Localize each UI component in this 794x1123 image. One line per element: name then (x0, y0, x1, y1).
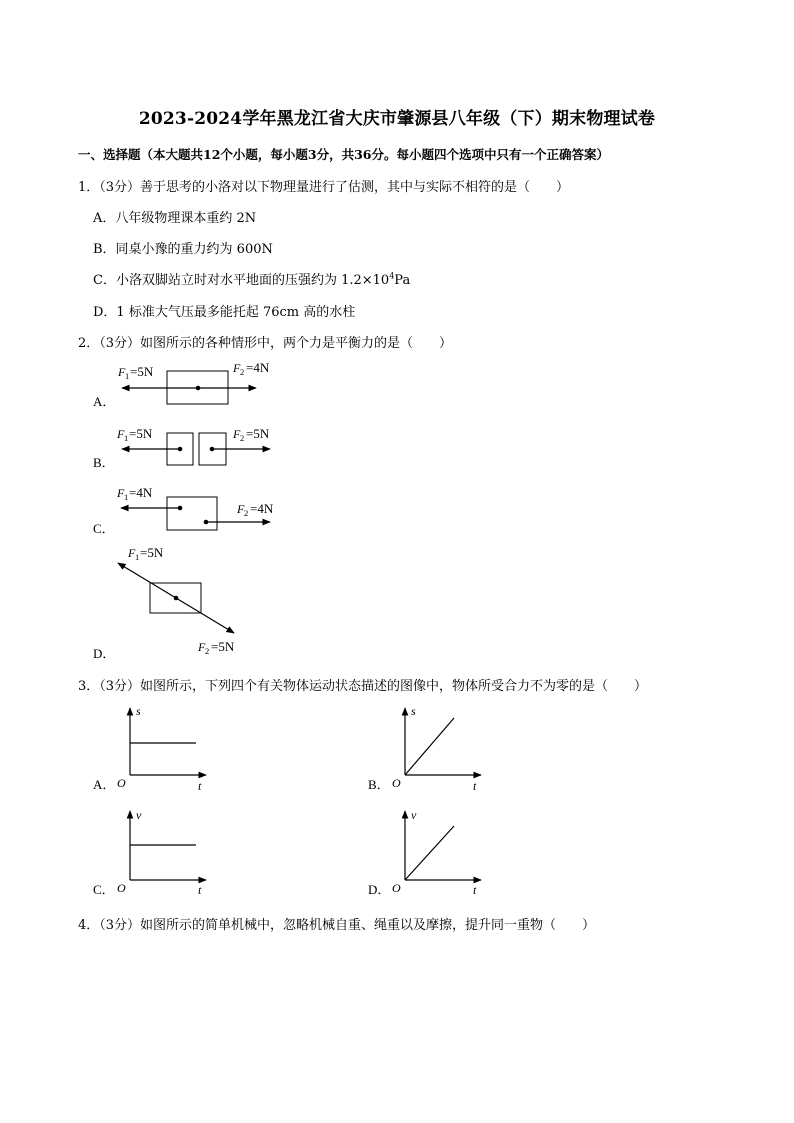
figure-3b-y-label: s (411, 704, 416, 718)
figure-3b (368, 704, 481, 793)
figure-2d-f1-subscript: 1 (135, 552, 140, 562)
figure-3a-y-label: s (136, 704, 141, 718)
option-c-exponent: 4 (389, 271, 395, 281)
figure-2c (93, 485, 274, 536)
figure-2c-letter: C． (93, 521, 115, 536)
figure-2a-f2-label: =4N (246, 360, 270, 375)
figure-3d-letter: D． (368, 882, 391, 897)
figure-2d-f2-label: =5N (211, 639, 235, 654)
question-1-option-b: B．同桌小豫的重力约为 600N (93, 242, 273, 257)
figure-2b-letter: B． (93, 455, 115, 470)
figure-3b-letter: B． (368, 777, 390, 792)
figure-2b-f2-subscript: 2 (240, 433, 245, 443)
figure-2c-block (167, 497, 217, 530)
figure-2b-f1-subscript: 1 (124, 433, 129, 443)
figure-3d-y-label: v (411, 808, 417, 822)
figure-2d (93, 545, 235, 661)
figure-2a-f2-symbol: F (233, 361, 241, 375)
figure-2d-f1-label: =5N (140, 545, 164, 560)
figure-3c-origin: O (117, 881, 126, 895)
question-4-stem: 4．（3分）如图所示的简单机械中，忽略机械自重、绳重以及摩擦，提升同一重物（ ） (78, 918, 596, 933)
figure-2a-f2-subscript: 2 (240, 367, 245, 377)
section-heading: 一、选择题（本大题共12个小题，每小题3分，共36分。每小题四个选项中只有一个正确答案） (78, 147, 609, 162)
figure-3d-origin: O (392, 881, 401, 895)
figure-2c-f2-subscript: 2 (244, 508, 249, 518)
figure-3a-letter: A． (93, 777, 116, 792)
figure-2b-f1-label: =5N (129, 426, 153, 441)
figure-2a-f1-subscript: 1 (125, 371, 130, 381)
question-2-stem: 2．（3分）如图所示的各种情形中，两个力是平衡力的是（ ） (78, 336, 453, 351)
figure-2b-f2-label: =5N (246, 426, 270, 441)
question-1-option-d: D．1 标准大气压最多能托起 76cm 高的水柱 (93, 305, 356, 320)
figure-2c-f2-label: =4N (250, 501, 274, 516)
figure-2c-f1-subscript: 1 (124, 492, 129, 502)
figure-2c-f1-symbol: F (117, 486, 125, 500)
question-3-stem: 3．（3分）如图所示，下列四个有关物体运动状态描述的图像中，物体所受合力不为零的是（ ） (78, 679, 648, 694)
question-1-stem: 1．（3分）善于思考的小洛对以下物理量进行了估测，其中与实际不相符的是（ ） (78, 180, 570, 195)
figure-2d-f1-symbol: F (128, 546, 136, 560)
figure-3b-x-label: t (473, 779, 477, 793)
figure-3b-graph-line (405, 718, 454, 775)
figure-2b-f2-symbol: F (233, 427, 241, 441)
figure-2d-f2-subscript: 2 (205, 646, 210, 656)
figure-3b-origin: O (392, 776, 401, 790)
figure-2b-f1-symbol: F (117, 427, 125, 441)
figure-2b (93, 426, 270, 470)
figure-3d-graph-line (405, 826, 454, 880)
figure-2c-f1-label: =4N (129, 485, 153, 500)
figure-3c-x-label: t (198, 883, 202, 897)
figure-2d-f2-symbol: F (198, 640, 206, 654)
figure-3a (93, 704, 206, 793)
figure-2d-letter: D． (93, 646, 116, 661)
figure-3c (93, 808, 206, 897)
figure-2a-letter: A． (93, 394, 116, 409)
figure-2a-f1-label: =5N (130, 364, 154, 379)
question-1-option-a: A．八年级物理课本重约 2N (93, 211, 257, 226)
option-c-text: C．小洛双脚站立时对水平地面的压强约为 1.2×10 (93, 273, 390, 288)
figure-2a-f1-symbol: F (118, 365, 126, 379)
option-c-unit: Pa (394, 273, 411, 288)
figure-3c-letter: C． (93, 882, 115, 897)
figure-2c-f2-symbol: F (237, 502, 245, 516)
page-title: 2023-2024学年黑龙江省大庆市肇源县八年级（下）期末物理试卷 (138, 109, 656, 129)
figure-3a-origin: O (117, 776, 126, 790)
figure-3c-y-label: v (136, 808, 142, 822)
figure-2d-force-1-arrow (118, 563, 176, 598)
figure-3d (368, 808, 481, 897)
figure-3d-x-label: t (473, 883, 477, 897)
figure-2a (93, 360, 270, 409)
figure-2d-force-2-arrow (176, 598, 234, 633)
figure-3a-x-label: t (198, 779, 202, 793)
